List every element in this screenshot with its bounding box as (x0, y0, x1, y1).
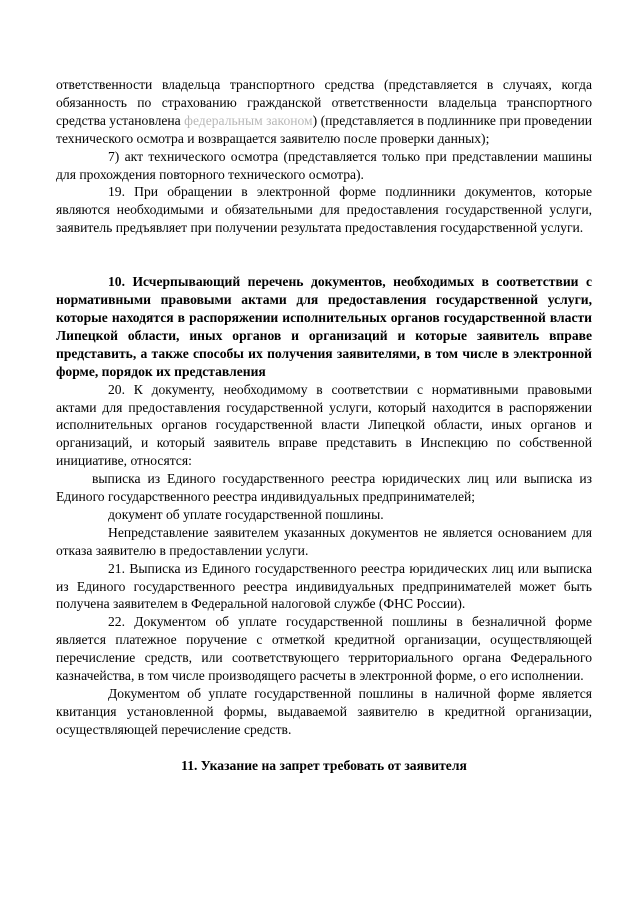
paragraph-cash-fee: Документом об уплате государственной пошлины в наличной форме является квитанция установленной формы, выдаваемой заявителю в кредитной организации, осуществляющей перечисление средств. (56, 686, 592, 737)
spacer (56, 255, 592, 273)
section-10-heading: 10. Исчерпывающий перечень документов, необходимых в соответствии с нормативными правовыми актами для предоставления государственной услуги, которые находятся в распоряжении исполнительных органов государственной власти Липецкой области, иных органов и организаций и которые заявитель вправе представить, а также способы их получения заявителями, в том числе в электронной форме, порядок их представления (56, 274, 592, 379)
paragraph-20: 20. К документу, необходимому в соответствии с нормативными правовыми актами для предоставления государственной услуги, который находится в распоряжении исполнительных органов государственной власти Липецкой области, иных органов и организаций, и который заявитель вправе представить в Инспекцию по собственной инициативе, относятся: (56, 381, 592, 469)
paragraph-non-submission: Непредставление заявителем указанных документов не является основанием для отказа заявителю в предоставлении услуги. (56, 524, 592, 558)
paragraph-insurance (56, 76, 592, 148)
spacer (56, 237, 592, 255)
paragraph-technical-act: 7) акт технического осмотра (представляется только при представлении машины для прохождения повторного технического осмотра). (56, 148, 592, 182)
paragraph-22: 22. Документом об уплате государственной пошлины в безналичной форме является платежное поручение с отметкой кредитной организации, осуществляющей перечисление средств, или соответствующего территориального органа Федерального казначейства, в том числе производящего расчеты в электронной форме, о его исполнении. (56, 614, 592, 684)
spacer (56, 739, 592, 757)
document-page (56, 76, 592, 775)
paragraph-fee-document: документ об уплате государственной пошлины. (108, 506, 384, 522)
paragraph-19: 19. При обращении в электронной форме подлинники документов, которые являются необходимыми и обязательными для предоставления государственной услуги, заявитель предъявляет при получении результата предоставления государственной услуги. (56, 184, 592, 236)
paragraph-21: 21. Выписка из Единого государственного реестра юридических лиц или выписка из Единого государственного реестра индивидуальных предпринимателей может быть получена заявителем в Федеральной налоговой службе (ФНС России). (56, 560, 592, 612)
paragraph-insurance-text-1: ответственности владельца транспортного средства (представляется в случаях, когда обязанность по страхованию гражданской ответственности владельца транспортного средства установлена (56, 77, 592, 128)
section-11-heading: 11. Указание на запрет требовать от заявителя (181, 757, 467, 773)
faded-law-reference: федеральным законом (184, 112, 313, 128)
paragraph-extract: выписка из Единого государственного реестра юридических лиц или выписка из Единого государственного реестра индивидуальных предпринимателей; (56, 471, 592, 505)
paragraph-insurance-text-2: ) (представляется в подлиннике при проведении технического осмотра и возвращается заявителю после проверки данных); (56, 112, 593, 146)
